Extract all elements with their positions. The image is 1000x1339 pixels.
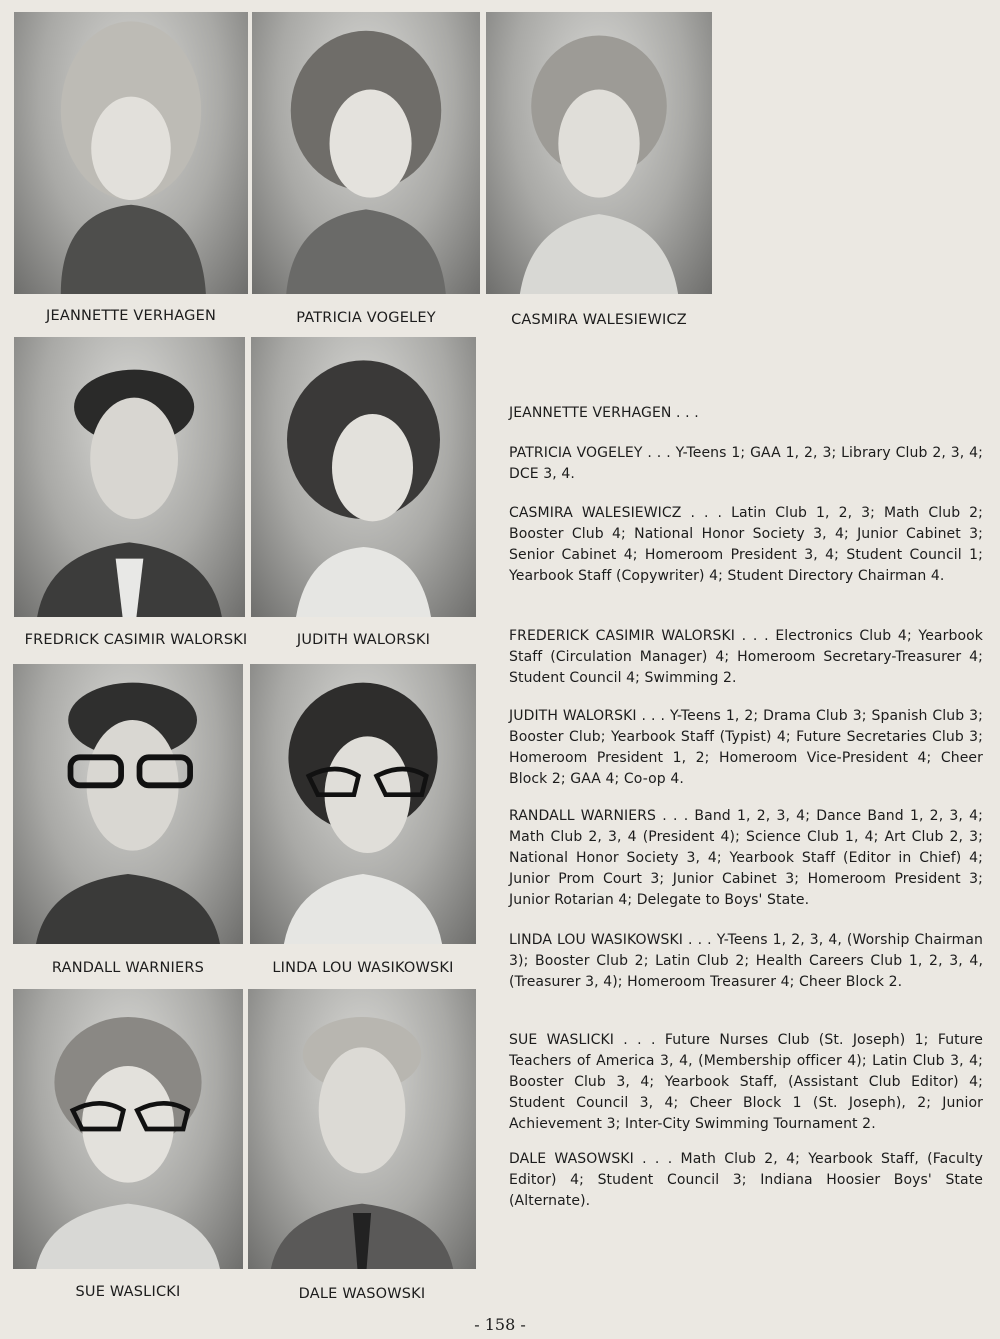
portrait-photo — [250, 664, 476, 944]
portrait-photo — [13, 664, 243, 944]
student-bio: PATRICIA VOGELEY . . . Y-Teens 1; GAA 1, 2, 3; Library Club 2, 3, 4; DCE 3, 4. — [509, 445, 983, 482]
page-number: - 158 - — [474, 1315, 526, 1334]
student-bio: LINDA LOU WASIKOWSKI . . . Y-Teens 1, 2, 3, 4, (Worship Chairman 3); Booster Club 2; Latin Club 2; Health Careers Club 1, 2, 3, 4, (Treasurer 3, 4); Homeroom Treasurer 4; Cheer Block 2. — [509, 932, 983, 990]
portrait-photo — [251, 337, 476, 617]
student-bio: CASMIRA WALESIEWICZ . . . Latin Club 1, 2, 3; Math Club 2; Booster Club 4; National Honor Society 3, 4; Junior Cabinet 3; Senior Cabinet 4; Homeroom President 3, 4; Student Council 1; Yearbook Staff (Copywriter) 4; Student Directory Chairman 4. — [509, 505, 983, 584]
student-bio: JEANNETTE VERHAGEN . . . — [509, 405, 699, 421]
student-caption: JEANNETTE VERHAGEN — [45, 308, 216, 324]
student-caption: JUDITH WALORSKI — [296, 632, 431, 648]
student-caption: DALE WASOWSKI — [298, 1286, 426, 1302]
student-bio: FREDERICK CASIMIR WALORSKI . . . Electronics Club 4; Yearbook Staff (Circulation Manager) 4; Homeroom Secretary-Treasurer 4; Student Council 4; Swimming 2. — [509, 628, 983, 686]
portrait-photo — [14, 12, 248, 294]
student-caption: RANDALL WARNIERS — [51, 960, 205, 976]
portrait-photo — [486, 12, 712, 294]
student-bio: DALE WASOWSKI . . . Math Club 2, 4; Yearbook Staff, (Faculty Editor) 4; Student Council 3; Indiana Hoosier Boys' State (Alternate). — [509, 1151, 983, 1209]
student-bio: JUDITH WALORSKI . . . Y-Teens 1, 2; Drama Club 3; Spanish Club 3; Booster Club; Yearbook Staff (Typist) 4; Future Secretaries Club 3; Homeroom President 1, 2; Homeroom Vice-President 4; Cheer Block 2; GAA 4; Co-op 4. — [509, 708, 983, 787]
portrait-photo — [248, 989, 476, 1269]
student-caption: FREDRICK CASIMIR WALORSKI — [24, 632, 248, 648]
student-caption: SUE WASLICKI — [75, 1284, 181, 1300]
portrait-photo — [13, 989, 243, 1269]
student-bio: RANDALL WARNIERS . . . Band 1, 2, 3, 4; Dance Band 1, 2, 3, 4; Math Club 2, 3, 4 (President 4); Science Club 1, 4; Art Club 2, 3; National Honor Society 3, 4; Yearbook Staff (Editor in Chief) 4; Junior Prom Court 3; Junior Cabinet 3; Homeroom President 3; Junior Rotarian 4; Delegate to Boys' State. — [509, 808, 983, 908]
student-caption: PATRICIA VOGELEY — [296, 310, 436, 326]
student-bio: SUE WASLICKI . . . Future Nurses Club (St. Joseph) 1; Future Teachers of America 3, 4, (Membership officer 4); Latin Club 3, 4; Booster Club 3, 4; Yearbook Staff, (Assistant Club Editor) 4; Student Council 3, 4; Cheer Block 1 (St. Joseph), 2; Junior Achievement 3; Inter-City Swimming Tournament 2. — [509, 1032, 983, 1132]
student-caption: CASMIRA WALESIEWICZ — [511, 312, 687, 328]
portrait-photo — [252, 12, 480, 294]
student-caption: LINDA LOU WASIKOWSKI — [272, 960, 454, 976]
portrait-photo — [14, 337, 245, 617]
